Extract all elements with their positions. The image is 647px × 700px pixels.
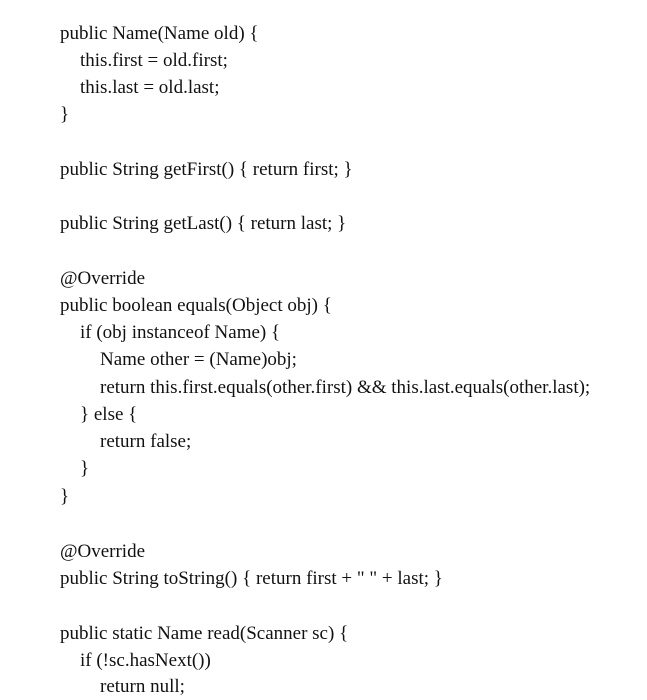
code-line: Name other = (Name)obj; [100,349,297,370]
code-line: if (obj instanceof Name) { [80,322,281,343]
code-line: public boolean equals(Object obj) { [60,295,332,316]
code-line: this.first = old.first; [80,50,228,71]
code-line: if (!sc.hasNext()) [80,650,211,671]
code-line: return null; [100,676,185,697]
code-line: public static Name read(Scanner sc) { [60,623,349,644]
code-line: public Name(Name old) { [60,23,259,44]
code-line: public String toString() { return first + " " + last; } [60,568,443,589]
code-line: } else { [80,404,138,425]
code-line: return this.first.equals(other.first) && this.last.equals(other.last); [100,377,591,398]
code-line: this.last = old.last; [80,77,220,98]
code-line: } [60,104,70,125]
code-line: } [60,486,70,507]
code-line: public String getFirst() { return first; } [60,159,353,180]
code-line: @Override [60,541,146,562]
code-line: return false; [100,431,192,452]
code-line: public String getLast() { return last; } [60,213,347,234]
code-line: @Override [60,268,146,289]
code-line: } [80,458,90,479]
